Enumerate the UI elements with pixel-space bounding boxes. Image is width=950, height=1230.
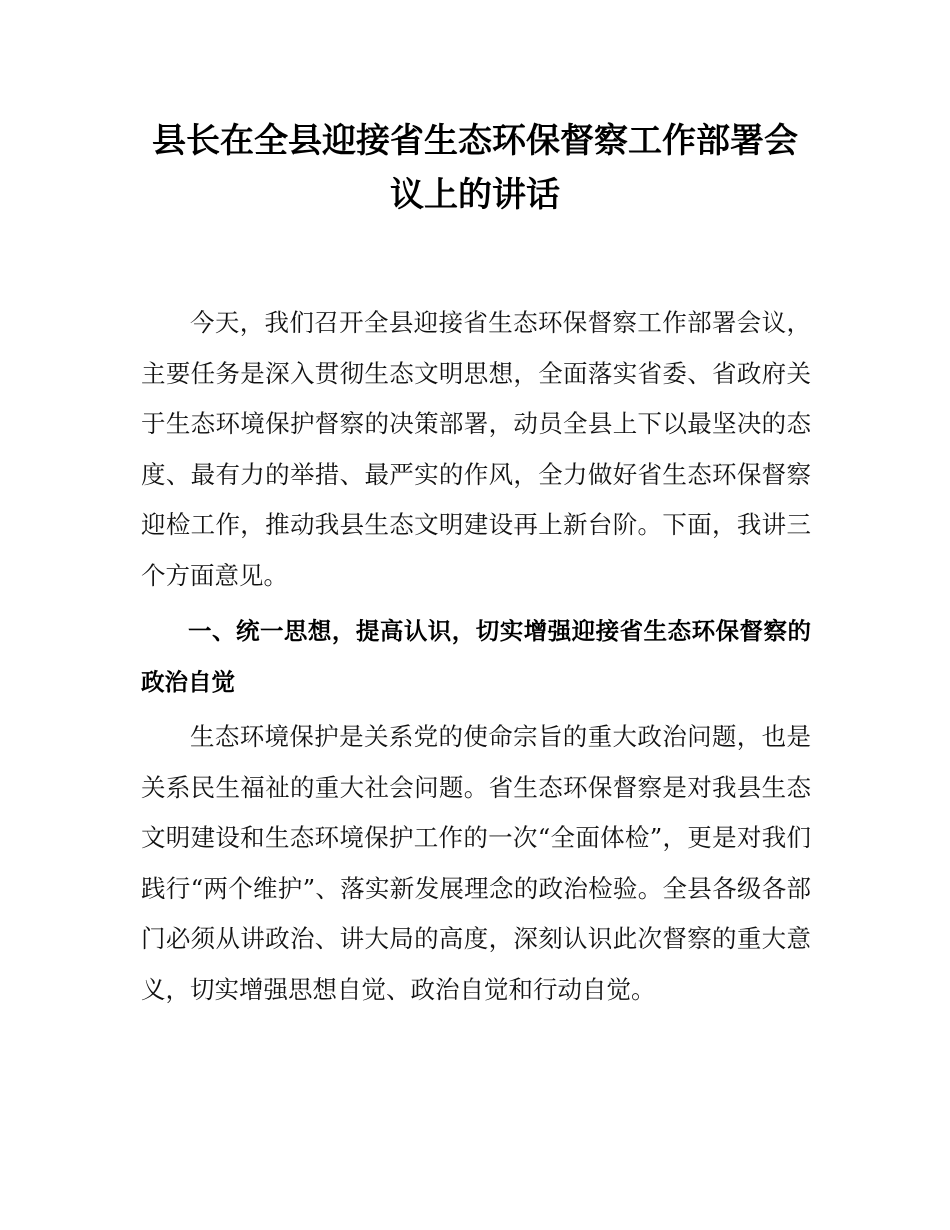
- intro-paragraph: 今天，我们召开全县迎接省生态环保督察工作部署会议，主要任务是深入贯彻生态文明思想，全面落实省委、省政府关于生态环境保护督察的决策部署，动员全县上下以最坚决的态度、最有力的举措、最严实的作风，全力做好省生态环保督察迎检工作，推动我县生态文明建设再上新台阶。下面，我讲三个方面意见。: [141, 308, 811, 590]
- section-heading: 一、统一思想，提高认识，切实增强迎接省生态环保督察的政治自觉: [141, 617, 811, 696]
- section-paragraph: 生态环境保护是关系党的使命宗旨的重大政治问题，也是关系民生福祉的重大社会问题。省生态环保督察是对我县生态文明建设和生态环境保护工作的一次“全面体检”，更是对我们践行“两个维护”、落实新发展理念的政治检验。全县各级各部门必须从讲政治、讲大局的高度，深刻认识此次督察的重大意义，切实增强思想自觉、政治自觉和行动自觉。: [141, 722, 811, 1004]
- document-title: 县长在全县迎接省生态环保督察工作部署会议上的讲话: [152, 121, 798, 215]
- document-body: [141, 298, 811, 1015]
